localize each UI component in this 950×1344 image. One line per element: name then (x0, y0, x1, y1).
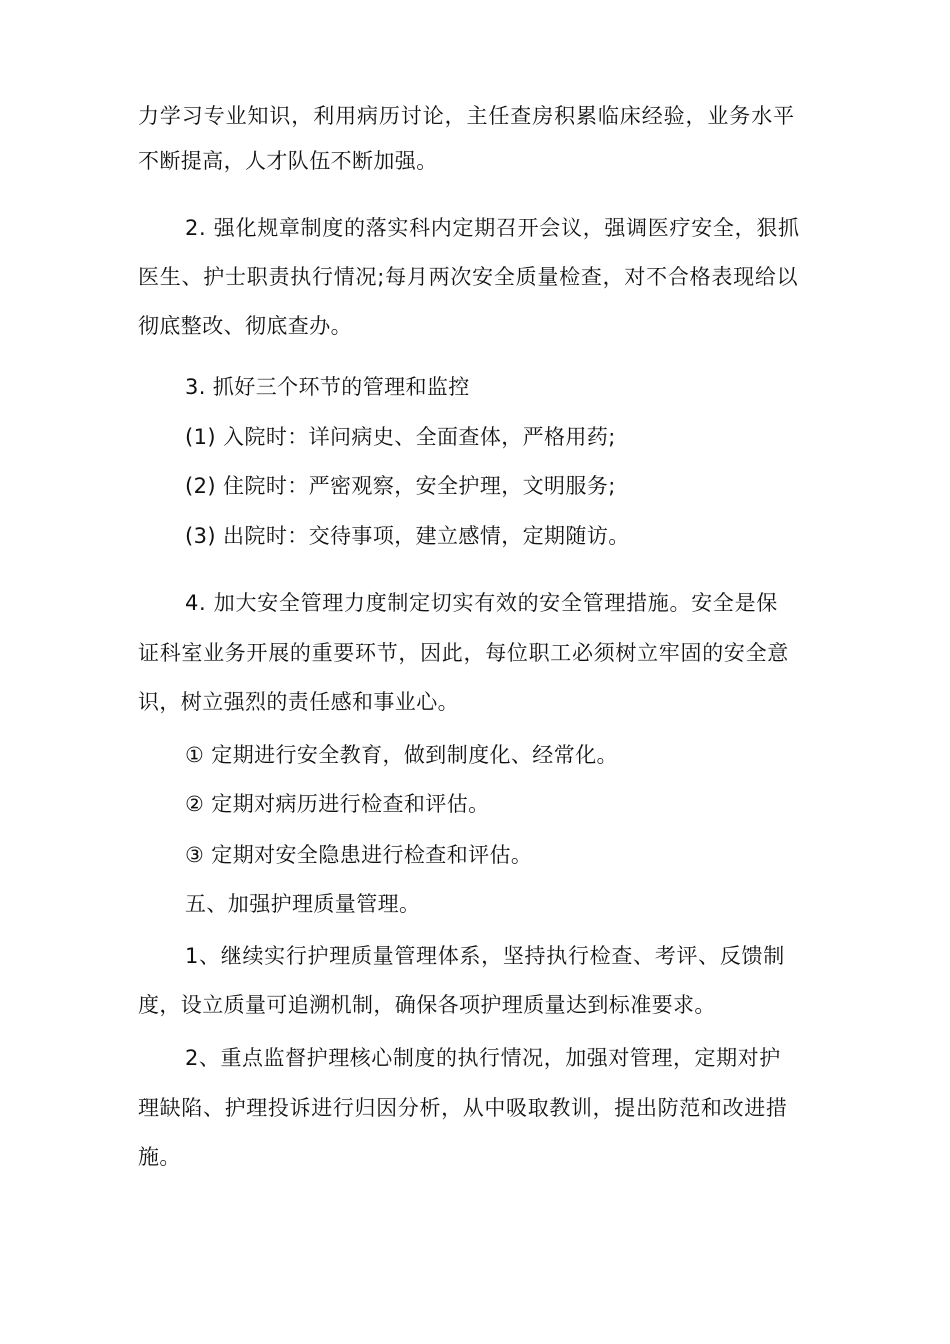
text-line: 证科室业务开展的重要环节，因此，每位职工必须树立牢固的安全意 (138, 641, 789, 665)
text-line: 4. 加大安全管理力度制定切实有效的安全管理措施。安全是保 (185, 591, 779, 615)
text-line: 力学习专业知识，利用病历讨论，主任查房积累临床经验，业务水平 (138, 104, 795, 128)
text-line: 2. 强化规章制度的落实科内定期召开会议，强调医疗安全，狠抓 (185, 216, 800, 240)
text-line: 2、重点监督护理核心制度的执行情况，加强对管理，定期对护 (185, 1046, 781, 1070)
text-line: 1、继续实行护理质量管理体系，坚持执行检查、考评、反馈制 (185, 944, 785, 968)
list-item: ③ 定期对安全隐患进行检查和评估。 (185, 843, 533, 867)
section-heading: 五、加强护理质量管理。 (185, 892, 421, 916)
list-item: ① 定期进行安全教育，做到制度化、经常化。 (185, 743, 618, 767)
text-line: 彻底整改、彻底查办。 (138, 314, 352, 338)
text-line: 医生、护士职责执行情况;每月两次安全质量检查，对不合格表现给以 (138, 265, 799, 289)
list-item: (3) 出院时：交待事项，建立感情，定期随访。 (185, 524, 630, 548)
section-heading: 3. 抓好三个环节的管理和监控 (185, 375, 470, 399)
text-line: 施。 (138, 1145, 181, 1169)
text-line: 度，设立质量可追溯机制，确保各项护理质量达到标准要求。 (138, 993, 716, 1017)
list-item: ② 定期对病历进行检查和评估。 (185, 792, 490, 816)
list-item: (1) 入院时：详问病史、全面查体，严格用药; (185, 425, 616, 449)
text-line: 识，树立强烈的责任感和事业心。 (138, 690, 459, 714)
text-line: 理缺陷、护理投诉进行归因分析，从中吸取教训，提出防范和改进措 (138, 1096, 788, 1120)
text-line: 不断提高，人才队伍不断加强。 (138, 149, 438, 173)
list-item: (2) 住院时：严密观察，安全护理，文明服务; (185, 474, 616, 498)
